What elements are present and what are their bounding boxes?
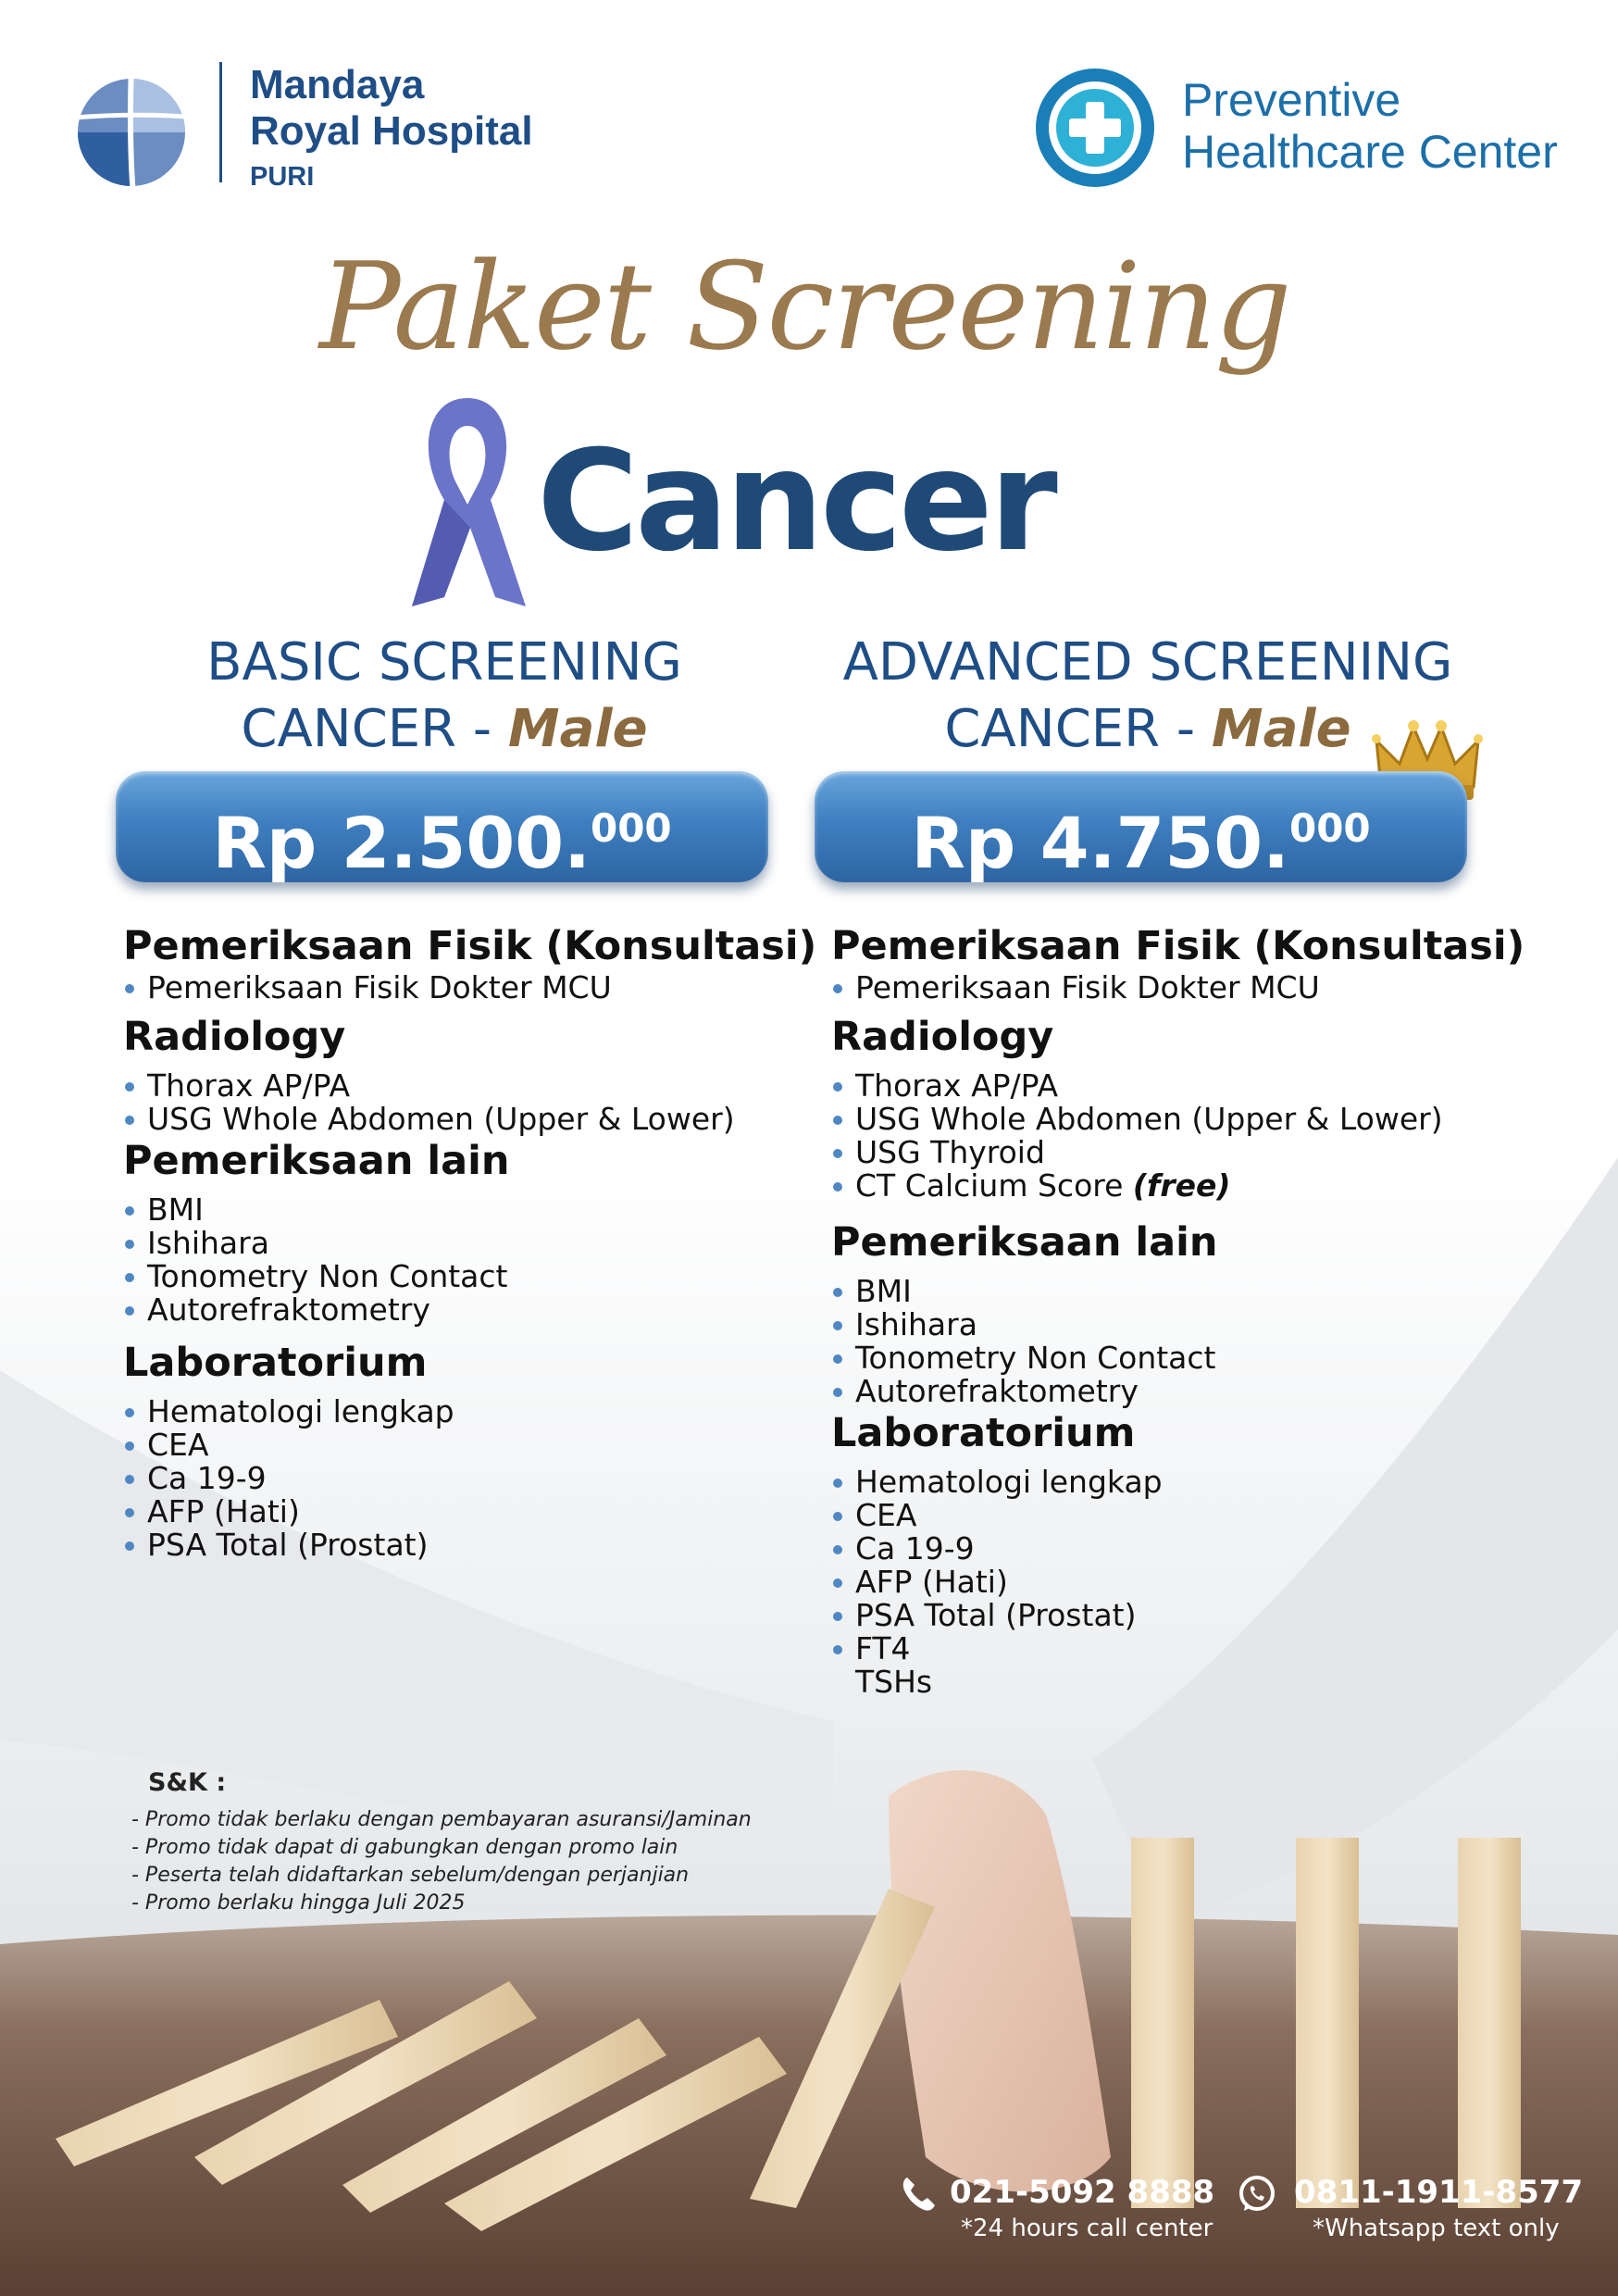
center-name-line2: Healthcare Center [1182, 126, 1558, 178]
price-badge-advanced [815, 771, 1467, 882]
terms-line: - Promo tidak berlaku dengan pembayaran asuransi/Jaminan [131, 1808, 752, 1831]
list-item-label: Tonometry Non Contact [855, 1340, 1216, 1376]
list-item [123, 1495, 827, 1529]
section-heading: Pemeriksaan lain [831, 1219, 1218, 1266]
list-item [123, 1069, 827, 1103]
list-item [123, 1260, 827, 1293]
price-main: Rp 4.750. [911, 802, 1289, 884]
shield-cross-icon [1032, 65, 1158, 191]
list-item-label: Hematologi lengkap [855, 1464, 1163, 1500]
bullet-icon [833, 1321, 842, 1330]
price-decimals: 000 [1288, 805, 1371, 851]
terms-heading: S&K : [148, 1768, 227, 1797]
list-item [123, 1193, 827, 1227]
list-item-label: Pemeriksaan Fisik Dokter MCU [855, 969, 1320, 1005]
whatsapp-number[interactable]: 0811-1911-8577 [1294, 2174, 1584, 2211]
bullet-icon [125, 1240, 134, 1249]
terms-line: - Promo tidak dapat di gabungkan dengan promo lain [131, 1836, 678, 1859]
bullet-icon [833, 1354, 842, 1364]
list-item-label: Tonometry Non Contact [147, 1258, 508, 1294]
list-item [831, 1466, 1553, 1499]
bullet-icon [833, 1116, 842, 1125]
section-heading: Laboratorium [123, 1340, 428, 1386]
list-item [831, 1308, 1553, 1341]
list-item-label: Autorefraktometry [147, 1292, 430, 1328]
whatsapp-icon [1237, 2174, 1277, 2215]
price-decimals: 000 [590, 805, 672, 851]
title-main: Cancer [537, 421, 1054, 582]
section-heading: Radiology [831, 1014, 1054, 1060]
list-item-label: BMI [855, 1273, 912, 1309]
list-item [831, 1599, 1553, 1632]
bullet-icon [833, 1288, 842, 1297]
list-item [123, 1103, 827, 1136]
list-item [831, 1375, 1553, 1408]
bullet-icon [125, 1273, 134, 1282]
list-item-label: AFP (Hati) [855, 1564, 1008, 1600]
phc-logo [1032, 65, 1587, 194]
list-item [831, 1275, 1553, 1308]
list-item [123, 1529, 827, 1562]
list-item-label: USG Whole Abdomen (Upper & Lower) [855, 1101, 1443, 1137]
list-item [831, 1169, 1553, 1203]
package-title-line1: BASIC SCREENING [206, 632, 682, 693]
center-name-line1: Preventive [1182, 74, 1401, 126]
list-item-extra: TSHs [855, 1664, 933, 1700]
hospital-name-line1: Mandaya [250, 62, 425, 107]
section-heading: Pemeriksaan Fisik (Konsultasi) [123, 923, 817, 969]
bullet-icon [125, 1206, 134, 1216]
list-item-label: Autorefraktometry [855, 1373, 1139, 1409]
list-item [831, 1532, 1553, 1566]
package-advanced-details [831, 921, 1553, 1699]
cancer-ribbon-icon [407, 389, 528, 616]
bullet-icon [125, 1082, 134, 1092]
list-item-label: Thorax AP/PA [855, 1067, 1059, 1104]
bullet-icon [833, 984, 842, 993]
list-item-label: Ca 19-9 [147, 1460, 267, 1496]
package-gender: Male [1211, 699, 1351, 759]
hospital-branch: PURI [250, 162, 315, 192]
list-item [123, 1293, 827, 1327]
section-heading: Laboratorium [831, 1410, 1136, 1456]
package-title-line1: ADVANCED SCREENING [842, 632, 1453, 693]
list-item-label: Thorax AP/PA [147, 1067, 351, 1104]
list-item [831, 1103, 1553, 1136]
list-item [831, 1136, 1553, 1169]
bullet-icon [125, 1306, 134, 1316]
list-item-label: PSA Total (Prostat) [855, 1597, 1137, 1633]
bullet-icon [833, 1512, 842, 1521]
bullet-icon [833, 1388, 842, 1397]
price-main: Rp 2.500. [212, 802, 591, 884]
terms-line: - Peserta telah didaftarkan sebelum/dengan perjanjian [131, 1864, 690, 1887]
bullet-icon [125, 984, 134, 993]
bullet-icon [125, 1475, 134, 1484]
list-item [123, 971, 827, 1004]
list-item-label: Ishihara [147, 1225, 269, 1261]
bullet-icon [833, 1545, 842, 1554]
package-gender: Male [507, 699, 648, 759]
list-item [123, 1395, 827, 1429]
package-title-line2 [93, 696, 796, 763]
list-item [123, 1429, 827, 1462]
list-item-label: BMI [147, 1192, 204, 1228]
list-item-label: Ishihara [855, 1306, 977, 1342]
list-item-label: AFP (Hati) [147, 1493, 300, 1529]
list-item [123, 1462, 827, 1495]
package-basic [93, 630, 815, 763]
list-item-label: Hematologi lengkap [147, 1393, 454, 1429]
bullet-icon [125, 1541, 134, 1551]
list-item-label: CEA [147, 1427, 209, 1463]
package-title [93, 630, 796, 763]
list-item-label: PSA Total (Prostat) [147, 1527, 429, 1563]
bullet-icon [833, 1082, 842, 1092]
hospital-name-line2: Royal Hospital [250, 108, 533, 154]
section-heading: Radiology [123, 1014, 346, 1060]
package-title-prefix: CANCER - [241, 699, 508, 759]
list-item [831, 1499, 1553, 1532]
free-note: (free) [1132, 1167, 1231, 1204]
list-item [831, 1069, 1553, 1103]
mandaya-logo-icon [57, 42, 196, 199]
bullet-icon [833, 1479, 842, 1488]
list-item-label: CEA [855, 1497, 917, 1533]
price-badge-basic [116, 771, 768, 882]
list-item [831, 971, 1553, 1004]
whatsapp-note: *Whatsapp text only [1313, 2215, 1560, 2242]
bullet-icon [125, 1116, 134, 1125]
bullet-icon [833, 1149, 842, 1158]
list-item [831, 1566, 1553, 1599]
list-item-label: CT Calcium Score [855, 1167, 1124, 1204]
bullet-icon [833, 1612, 842, 1621]
section-heading: Pemeriksaan lain [123, 1138, 510, 1184]
bullet-icon [833, 1645, 842, 1654]
terms-block [131, 1768, 872, 1917]
package-title-prefix: CANCER - [944, 699, 1212, 759]
section-heading: Pemeriksaan Fisik (Konsultasi) [831, 923, 1525, 969]
list-item [831, 1632, 1553, 1666]
list-item [123, 1227, 827, 1260]
mandaya-logo [57, 42, 576, 199]
phone-icon [900, 2174, 939, 2213]
bullet-icon [833, 1182, 842, 1192]
list-item [831, 1341, 1553, 1375]
package-basic-details [123, 921, 827, 1562]
list-item-label: FT4 [855, 1630, 911, 1666]
list-item-label: USG Thyroid [855, 1134, 1045, 1170]
bullet-icon [125, 1408, 134, 1417]
list-item-label: Ca 19-9 [855, 1530, 975, 1566]
list-item-label: Pemeriksaan Fisik Dokter MCU [147, 969, 612, 1005]
bullet-icon [125, 1508, 134, 1517]
phone-note: *24 hours call center [961, 2215, 1214, 2242]
list-item-label: USG Whole Abdomen (Upper & Lower) [147, 1101, 735, 1137]
phone-number[interactable]: 021-5092 8888 [950, 2174, 1215, 2211]
bullet-icon [833, 1578, 842, 1588]
bullet-icon [125, 1441, 134, 1451]
title-script: Paket Screening [319, 236, 1290, 377]
terms-line: - Promo berlaku hingga Juli 2025 [131, 1891, 466, 1915]
